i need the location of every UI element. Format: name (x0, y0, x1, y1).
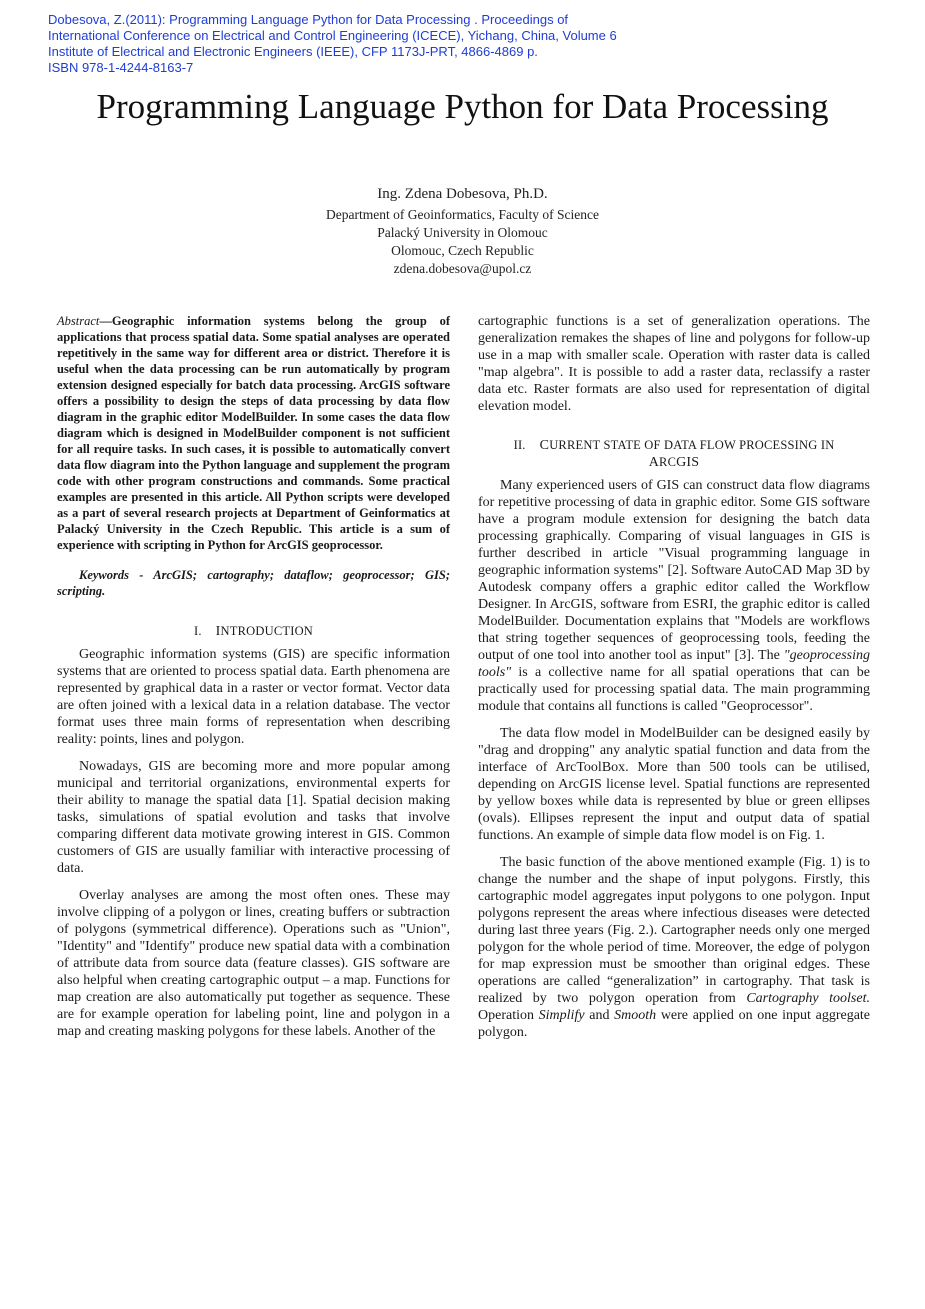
citation-header (48, 12, 688, 76)
section-heading-current-state (478, 437, 870, 471)
section-cap: C (539, 438, 550, 453)
intro-paragraph-3: Overlay analyses are among the most often ones. These may involve clipping of a polygon or lines, creating buffers or subtraction of polygons (symmetrical difference). Operations such as "Union", "Identity" and "Identify" produce new spatial data with a combination of attribute data from source data (feature classes). GIS software are also helpful when creating cartographic output – a map. Functions for map creation are also automatically put together as sequence. These are for example operation for labeling point, line and polygon in a map and creating masking polygons for these labels. Another of the (57, 888, 450, 1039)
paper-title: Programming Language Python for Data Processing (96, 87, 829, 126)
emphasis-geoprocessing-tools: "geoprocessing tools" (478, 648, 870, 680)
author-university: Palacký University in Olomouc (377, 225, 548, 240)
section-heading-line-2: ARCGIS (648, 455, 700, 470)
emphasis-smooth: Smooth (614, 1008, 657, 1023)
emphasis-simplify: Simplify (538, 1008, 585, 1023)
author-location: Olomouc, Czech Republic (391, 243, 534, 258)
current-state-paragraph-1: Many experienced users of GIS can construct data flow diagrams for repetitive processing of data in graphic editor. Some GIS software have a program module extension for designing the batch data processing graphically. Comparing of visual languages in GIS is further described in article "Visual programming language in geographic information systems" [2]. Software AutoCAD Map 3D by Autodesk company offers a graphic editor called the Workflow Designer. In ArcGIS, software from ESRI, the graphic editor is called ModelBuilder. Documentation explains that "Models are workflows that string together sequences of geoprocessing tools, feeding the output of one tool into another tool as input" [3]. The "geoprocessing tools" is a collective name for all spatial operations that can be practically used for processing spatial data. The main programming module that contains all functions is called "Geoprocessor". (478, 478, 870, 714)
abstract-lead: Abstract (57, 314, 100, 328)
intro-paragraph-1: Geographic information systems (GIS) are specific information systems that are oriented to process spatial data. Earth phenomena are represented by graphical data in a raster or vector format. Vector data are often joined with a lexical data in a relation database. The vector format uses three main forms of representation when describing reality: points, lines and polygon. (57, 647, 450, 747)
citation-line: Dobesova, Z.(2011): Programming Language Python for Data Processing . Proceedings of (48, 12, 569, 27)
section-number: I. (193, 624, 202, 638)
author-name: Ing. Zdena Dobesova, Ph.D. (377, 186, 548, 202)
citation-line: ISBN 978-1-4244-8163-7 (48, 60, 194, 75)
author-department: Department of Geoinformatics, Faculty of Science (326, 207, 599, 222)
intro-paragraph-2: Nowadays, GIS are becoming more and more popular among municipal and territorial organizations, environmental experts for their ability to manage the spatial data [1]. Spatial decision making tasks, simulations of spatial evolution and tasks that involve comparing different data motivate growing interest in GIS. Common customers of GIS are usually familiar with interactive processing of data. (57, 759, 450, 876)
section-number: II. (513, 438, 526, 452)
section-cap: I (215, 624, 221, 639)
section-title-rest: NTRODUCTION (220, 624, 314, 638)
citation-line: International Conference on Electrical and Control Engineering (ICECE), Yichang, China, Volume 6 (48, 28, 617, 43)
author-email: zdena.dobesova@upol.cz (393, 261, 532, 276)
right-column (478, 313, 870, 1041)
continuation-paragraph: cartographic functions is a set of generalization operations. The generalization remakes the shapes of line and polygons for follow-up use in a map with smaller scale. Operation with raster data is called "map algebra". It is possible to add a raster data, reclassify a raster data etc. Raster formats are also used for representation of digital elevation model. (478, 314, 870, 414)
emphasis-cartography-toolset: Cartography toolset. (746, 991, 870, 1006)
section-heading-line-1 (478, 437, 870, 454)
current-state-paragraph-3: The basic function of the above mentioned example (Fig. 1) is to change the number and the shape of input polygons. Firstly, this cartographic model aggregates input polygons to one polygon. Input polygons represent the areas where infectious diseases were detected during last three years (Fig. 2.). Cartographer needs only one merged polygon for the whole period of time. Moreover, the edge of polygon for map expression must be smoother than original edges. These operations are called “generalization” in cartography. That task is realized by two polygon operation from Cartography toolset. Operation Simplify and Smooth were applied on one input aggregate polygon. (478, 855, 871, 1040)
current-state-paragraph-2: The data flow model in ModelBuilder can be designed easily by "drag and dropping" any analytic spatial function and data from the interface of ArcToolBox. More than 500 tools can be utilised, depending on ArcGIS license level. Spatial functions are represented by yellow boxes while data is represented by blue or green ellipses (ovals). Ellipses represent the input and output data of spatial functions. An example of simple data flow model is on Fig. 1. (478, 726, 870, 843)
keywords: Keywords - ArcGIS; cartography; dataflow; geoprocessor; GIS; scripting. (57, 568, 450, 598)
citation-line: Institute of Electrical and Electronic Engineers (IEEE), CFP 1173J-PRT, 4866-4869 p. (48, 44, 538, 59)
abstract (57, 313, 450, 553)
abstract-text: Geographic information systems belong the group of applications that process spatial data. Some spatial analyses are operated repetitively in the same way for different area or district. Therefore it is useful when the data processing can be run automatically by program extension designed especially for batch data processing. ArcGIS software offers a possibility to design the steps of data processing by data flow diagram in the graphic editor ModelBuilder. In some cases the data flow diagram which is designed in ModelBuilder component is not sufficient for all require tasks. In such cases, it is possible to automatically convert data flow diagram into the Python language and supplement the program code with other program constructions and commands. Some practical examples are presented in this article. All Python scripts were developed as a part of several research projects at Department of Geinformatics at Palacký University in the Czech Republic. This article is a sum of experience with scripting in Python for ArcGIS geoprocessor. (57, 314, 450, 552)
left-column (57, 313, 450, 1040)
abstract-dash: — (99, 314, 112, 328)
section-heading-introduction (57, 623, 450, 640)
author-block (0, 184, 925, 278)
section-title-rest: URRENT STATE OF DATA FLOW PROCESSING IN (549, 438, 835, 452)
